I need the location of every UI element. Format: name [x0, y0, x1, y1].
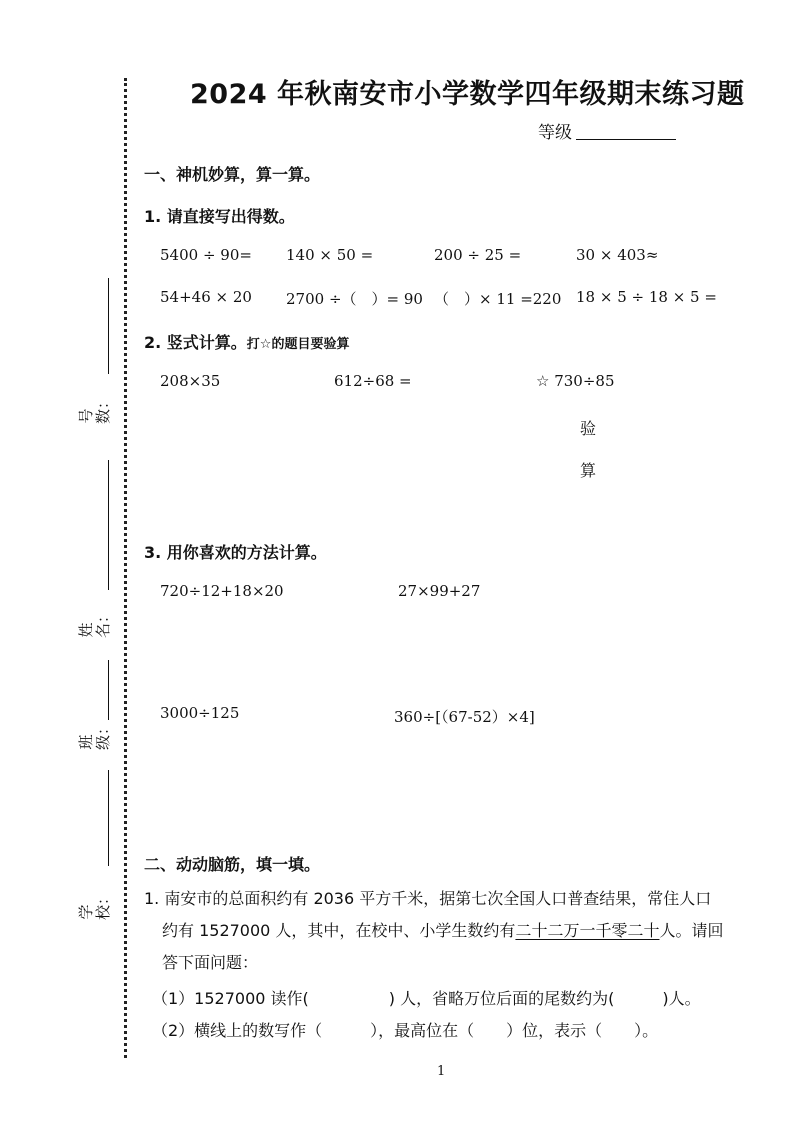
grade-blank[interactable] — [576, 139, 676, 140]
mental-math-item: （ ）× 11 =220 — [434, 290, 562, 308]
mental-math-item: 140 × 50 = — [286, 246, 374, 264]
mental-math-item: 2700 ÷（ ）= 90 — [286, 290, 423, 308]
s2-q1-line3: 答下面问题： — [162, 953, 259, 972]
section2-heading: 二、动动脑筋，填一填。 — [144, 855, 321, 874]
mental-math-item: 30 × 403≈ — [576, 246, 659, 264]
calc-item: 27×99+27 — [398, 582, 481, 600]
s2-sub2: （2）横线上的数写作（ ），最高位在（ ）位，表示（ ）。 — [152, 1021, 659, 1040]
calc-item: 3000÷125 — [160, 704, 240, 722]
s2-q1-line2 — [162, 918, 723, 941]
grade-field — [538, 118, 676, 143]
vertical-calc-item: 612÷68 = — [334, 372, 412, 390]
class-label: 班级： — [77, 719, 112, 750]
q2-heading-text: 2. 竖式计算。 — [144, 333, 247, 352]
mental-math-item: 54+46 × 20 — [160, 288, 252, 306]
section1-heading: 一、神机妙算，算一算。 — [144, 165, 321, 184]
page-number: 1 — [437, 1064, 446, 1079]
mental-math-item: 5400 ÷ 90= — [160, 246, 252, 264]
q1-heading: 1. 请直接写出得数。 — [144, 207, 295, 226]
s2-q1-line2-a: 约有 1527000 人，其中，在校中、小学生数约有 — [162, 921, 516, 940]
school-field-line[interactable] — [108, 770, 109, 866]
number-label: 号数： — [77, 393, 112, 424]
s2-q1-line2-b: 人。请回 — [659, 921, 724, 940]
calc-item: 720÷12+18×20 — [160, 582, 284, 600]
number-field-line[interactable] — [108, 278, 109, 374]
grade-label: 等级 — [538, 123, 572, 143]
page-title: 2024 年秋南安市小学数学四年级期末练习题 — [190, 79, 745, 110]
vertical-calc-item-starred: ☆ 730÷85 — [536, 372, 615, 390]
calc-item: 360÷[（67-52）×4] — [394, 708, 535, 726]
name-label: 姓名： — [77, 607, 112, 638]
name-field-line[interactable] — [108, 460, 109, 590]
school-label: 学校： — [77, 889, 112, 920]
mental-math-item: 18 × 5 ÷ 18 × 5 = — [576, 288, 717, 306]
s2-q1-line1: 1. 南安市的总面积约有 2036 平方千米，据第七次全国人口普查结果，常住人口 — [144, 889, 712, 908]
q3-heading: 3. 用你喜欢的方法计算。 — [144, 543, 327, 562]
mental-math-item: 200 ÷ 25 = — [434, 246, 522, 264]
check-char: 验 — [580, 419, 597, 438]
underlined-number-words: 二十二万一千零二十 — [515, 921, 660, 940]
class-field-line[interactable] — [108, 660, 109, 720]
binding-dotted-line — [124, 78, 127, 1058]
check-char: 算 — [580, 461, 597, 480]
vertical-calc-item: 208×35 — [160, 372, 221, 390]
q2-note: 打☆的题目要验算 — [246, 337, 350, 352]
q2-heading — [144, 330, 349, 353]
s2-sub1: （1）1527000 读作( ) 人，省略万位后面的尾数约为( )人。 — [152, 989, 701, 1008]
